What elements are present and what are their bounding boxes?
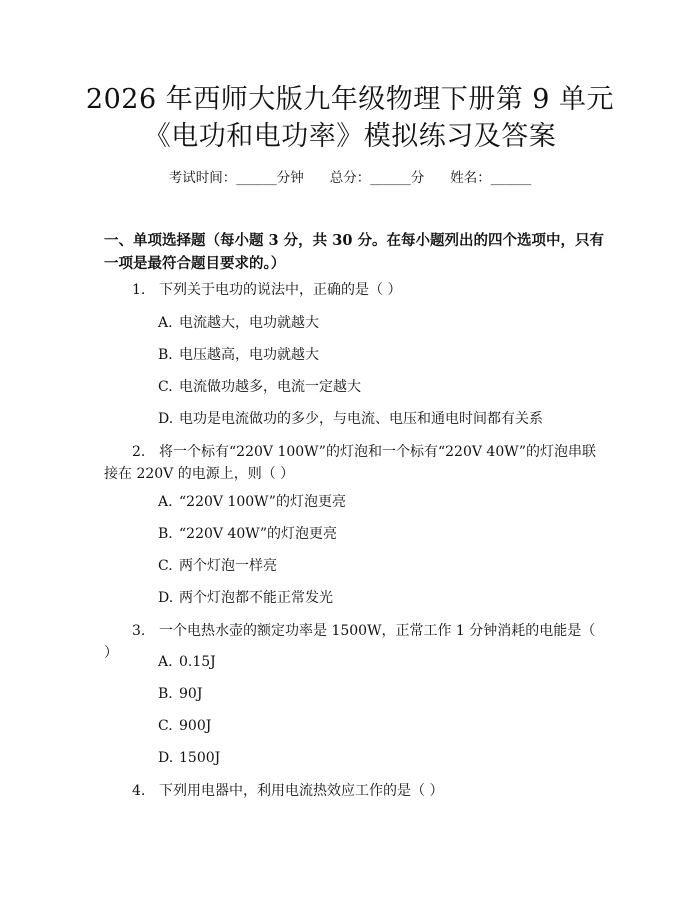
- option-letter: C.: [158, 379, 173, 395]
- option-3d: [158, 747, 220, 769]
- question-number: 1.: [132, 282, 146, 298]
- option-text: 两个灯泡一样亮: [179, 558, 277, 574]
- option-text: 电流越大，电功就越大: [179, 315, 319, 331]
- question-text: 下列用电器中，利用电流热效应工作的是（ ）: [159, 783, 444, 799]
- option-text: 电功是电流做功的多少，与电流、电压和通电时间都有关系: [179, 411, 543, 427]
- option-letter: D.: [158, 750, 174, 766]
- question-4: [104, 780, 604, 802]
- option-1d: [158, 408, 543, 430]
- option-letter: B.: [158, 686, 173, 702]
- time-unit: 分钟: [276, 170, 304, 186]
- option-text: “220V 40W”的灯泡更亮: [179, 526, 338, 542]
- option-3b: [158, 683, 202, 705]
- option-3c: [158, 715, 211, 737]
- option-2b: [158, 523, 337, 545]
- time-blank: ______: [236, 170, 277, 186]
- page-title-line-1: 2026 年西师大版九年级物理下册第 9 单元: [85, 84, 615, 115]
- option-text: 90J: [179, 686, 203, 702]
- question-number: 3.: [132, 623, 146, 639]
- option-letter: A.: [158, 494, 173, 510]
- question-text: 将一个标有“220V 100W”的灯泡和一个标有“220V 40W”的灯泡串联接在 220V 的电源上，则（ ）: [104, 444, 597, 482]
- option-1b: [158, 344, 319, 366]
- option-text: 0.15J: [179, 654, 216, 670]
- option-1a: [158, 312, 319, 334]
- exam-meta-line: [0, 168, 700, 188]
- option-text: 900J: [179, 718, 212, 734]
- question-number: 4.: [132, 783, 146, 799]
- question-2: [104, 441, 604, 485]
- option-text: 1500J: [179, 750, 221, 766]
- option-letter: B.: [158, 347, 173, 363]
- option-2d: [158, 587, 333, 609]
- option-letter: B.: [158, 526, 173, 542]
- score-label: 总分：: [329, 170, 371, 186]
- section-heading: 一、单项选择题（每小题 3 分，共 30 分。在每小题列出的四个选项中，只有一项是最符合题目要求的。）: [104, 232, 604, 272]
- option-text: 电流做功越多，电流一定越大: [179, 379, 361, 395]
- option-letter: A.: [158, 654, 173, 670]
- option-letter: C.: [158, 558, 173, 574]
- score-blank: ______: [370, 170, 411, 186]
- time-label: 考试时间：: [168, 170, 237, 186]
- page-title-line-2: 《电功和电功率》模拟练习及答案: [143, 121, 557, 152]
- option-text: “220V 100W”的灯泡更亮: [179, 494, 346, 510]
- name-blank: ______: [490, 170, 532, 186]
- option-1c: [158, 376, 361, 398]
- option-letter: D.: [158, 590, 174, 606]
- name-label: 姓名：: [450, 170, 491, 186]
- question-text: 下列关于电功的说法中，正确的是（ ）: [159, 282, 402, 298]
- option-2a: [158, 491, 346, 513]
- option-text: 电压越高，电功就越大: [179, 347, 319, 363]
- option-letter: A.: [158, 315, 173, 331]
- question-number: 2.: [132, 444, 146, 460]
- option-letter: C.: [158, 718, 173, 734]
- option-letter: D.: [158, 411, 174, 427]
- option-text: 两个灯泡都不能正常发光: [179, 590, 333, 606]
- question-1: [104, 279, 604, 301]
- score-unit: 分: [410, 170, 425, 186]
- option-2c: [158, 555, 277, 577]
- question-text: 一个电热水壶的额定功率是 1500W，正常工作 1 分钟消耗的电能是（ ）: [104, 623, 596, 661]
- option-3a: [158, 651, 216, 673]
